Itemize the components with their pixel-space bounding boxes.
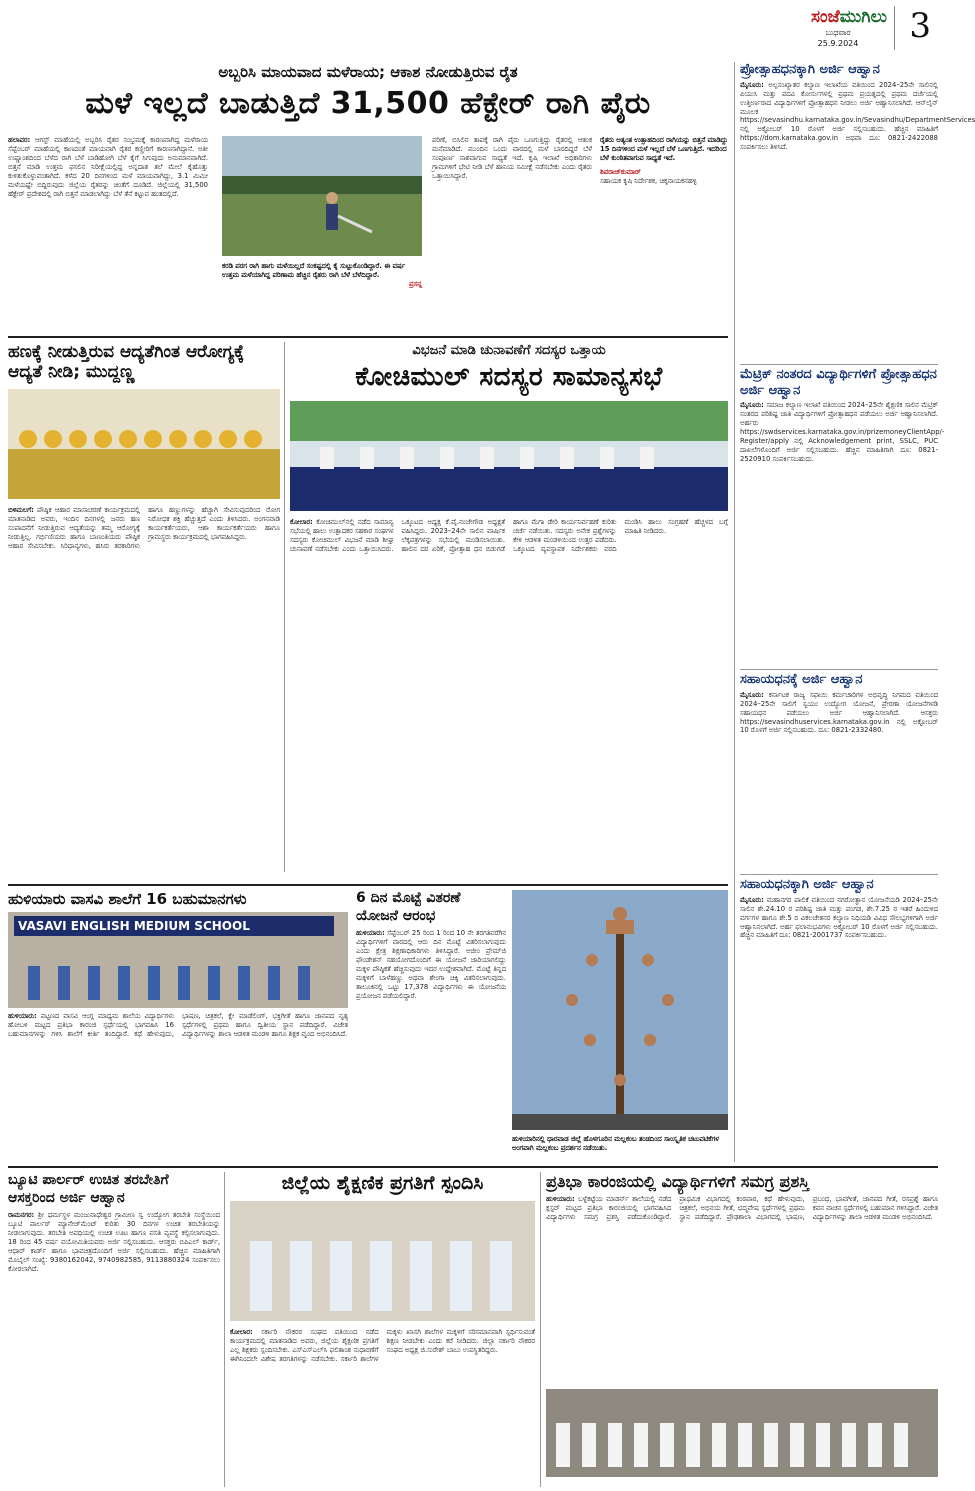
sidebar-item-2 (740, 367, 945, 667)
lead-photo-block (222, 136, 422, 326)
sidebar-item-1-dateline: ಮೈಸೂರು: (740, 80, 764, 89)
col-divider-1 (284, 342, 285, 872)
education-dateline: ಕೋಲಾರ: (230, 1328, 253, 1337)
sidebar-item-1-body (740, 80, 975, 153)
lead-headline: ಮಳೆ ಇಲ್ಲದೆ ಬಾಡುತ್ತಿದೆ 31,500 ಹೆಕ್ಟೇರ್ ರಾಗಿ ಪೈರು (85, 86, 651, 122)
farmer-field-photo (222, 136, 422, 256)
education-body-text: ಸರ್ಕಾರಿ ನೌಕರರ ಸಂಘದ ವತಿಯಿಂದ ನಡೆದ ಕಾರ್ಯಕ್ರಮದಲ್ಲಿ ಮಾತನಾಡಿದ ಅವರು, ಜಿಲ್ಲೆಯ ಶೈಕ್ಷಣಿಕ ಪ್ರಗತಿಗೆ ಎಲ್ಲ ಶಿಕ್ಷಕರು ಸ್ಪಂದಿಸಬೇಕು. ಎಸ್‌ಎಸ್‌ಎಲ್‌ಸಿ ಫಲಿತಾಂಶ ಸುಧಾರಣೆಗೆ ಈಗಿನಿಂದಲೇ ವಿಶೇಷ ತರಗತಿಗಳನ್ನು ನಡೆಸಬೇಕು. ಸರ್ಕಾರಿ ಶಾಲೆಗಳ ಮಕ್ಕಳು ಖಾಸಗಿ ಶಾಲೆಗಳ ಮಕ್ಕಳಿಗೆ ಸರಿಸಮಾನವಾಗಿ ಸ್ಪರ್ಧಿಸುವಂತೆ ಶಿಕ್ಷಣ ನೀಡಬೇಕು ಎಂದು ಕರೆ ನೀಡಿದರು. ಜಿಲ್ಲಾ ಸರ್ಕಾರಿ ನೌಕರರ ಸಂಘದ ಅಧ್ಯಕ್ಷ ಜಿ.ಸುರೇಶ್ ಬಾಬು ಉಪಸ್ಥಿತರಿದ್ದರು. (230, 1328, 535, 1364)
col-divider-2 (224, 1172, 225, 1487)
health-headline: ಹಣಕ್ಕೆ ನೀಡುತ್ತಿರುವ ಆದ್ಯತೆಗಿಂತ ಆರೋಗ್ಯಕ್ಕೆ ಆದ್ಯತೆ ನೀಡಿ; ಮುದ್ದಣ್ಣ (8, 342, 245, 383)
kochimul-meeting-photo (290, 401, 728, 511)
pratibha-body-text: ಬಳ್ಳೆಕಟ್ಟೆಯ ಮಾಡರ್ನ್ ಶಾಲೆಯಲ್ಲಿ ನಡೆದ ಕ್ಲಸ್ಟರ್ ಮಟ್ಟದ ಪ್ರತಿಭಾ ಕಾರಂಜಿಯಲ್ಲಿ ಭಾಗವಹಿಸಿದ ವಿದ್ಯಾರ್ಥಿಗಳು ಸಮಗ್ರ ಪ್ರಶಸ್ತಿ ಪಡೆದುಕೊಂಡಿದ್ದಾರೆ. ಪ್ರಾಥಮಿಕ ವಿಭಾಗದಲ್ಲಿ ಕಂಠಪಾಠ, ಕಥೆ ಹೇಳುವುದು, ಚಿತ್ರಕಲೆ, ಅಭಿನಯ ಗೀತೆ, ಛದ್ಮವೇಷ ಸ್ಪರ್ಧೆಗಳಲ್ಲಿ ಪ್ರಥಮ ಸ್ಥಾನ ಪಡೆದಿದ್ದಾರೆ. ಪ್ರೌಢಶಾಲಾ ವಿಭಾಗದಲ್ಲಿ ಭಾಷಣ, ಪ್ರಬಂಧ, ಭಾವಗೀತೆ, ಜಾನಪದ ಗೀತೆ, ರಸಪ್ರಶ್ನೆ ಹಾಗೂ ಕವನ ವಾಚನ ಸ್ಪರ್ಧೆಗಳಲ್ಲಿ ಬಹುಮಾನ ಗಳಿಸಿದ್ದಾರೆ. ವಿಜೇತ ವಿದ್ಯಾರ್ಥಿಗಳನ್ನು ಶಾಲಾ ಆಡಳಿತ ಮಂಡಳಿ ಅಭಿನಂದಿಸಿದೆ. (546, 1195, 938, 1222)
newspaper-logo (811, 6, 887, 29)
health-story (8, 342, 280, 872)
sidebar-item-3 (740, 672, 938, 872)
health-body-text: ಪೌಷ್ಠಿಕ ಆಹಾರ ಮಾಸಾಚರಣೆ ಕಾರ್ಯಕ್ರಮದಲ್ಲಿ ಮಾತನಾಡಿದ ಅವರು, ಇಂದಿನ ದಿನಗಳಲ್ಲಿ ಜನರು ಹಣ ಸಂಪಾದನೆಗೆ ನೀಡುತ್ತಿರುವ ಆದ್ಯತೆಯನ್ನು ತಮ್ಮ ಆರೋಗ್ಯಕ್ಕೆ ನೀಡುತ್ತಿಲ್ಲ. ಗರ್ಭಿಣಿಯರು ಹಾಗೂ ಬಾಣಂತಿಯರು ಪೌಷ್ಠಿಕ ಆಹಾರ ಸೇವಿಸಬೇಕು. ಸಿರಿಧಾನ್ಯಗಳು, ಹಸಿರು ತರಕಾರಿಗಳು ಹಾಗೂ ಹಣ್ಣುಗಳನ್ನು ಹೆಚ್ಚಾಗಿ ಸೇವಿಸುವುದರಿಂದ ರೋಗ ನಿರೋಧಕ ಶಕ್ತಿ ಹೆಚ್ಚುತ್ತದೆ ಎಂದು ತಿಳಿಸಿದರು. ಅಂಗನವಾಡಿ ಕಾರ್ಯಕರ್ತೆಯರು, ಆಶಾ ಕಾರ್ಯಕರ್ತೆಯರು ಹಾಗೂ ಗ್ರಾಮಸ್ಥರು ಕಾರ್ಯಕ್ರಮದಲ್ಲಿ ಭಾಗವಹಿಸಿದ್ದರು. (8, 506, 280, 551)
col-divider-3 (540, 1172, 541, 1487)
sidebar-item-1-text: ಅಲ್ಪಸಂಖ್ಯಾತರ ಕಲ್ಯಾಣ ಇಲಾಖೆಯ ವತಿಯಿಂದ 2024–25ನೇ ಸಾಲಿನಲ್ಲಿ ಪಿಯುಸಿ ಮತ್ತು ಪದವಿ ಕೋರ್ಸುಗಳಲ್ಲಿ ಪ್ರಥಮ ಪ್ರಯತ್ನದಲ್ಲಿ ಪ್ರಥಮ ದರ್ಜೆಯಲ್ಲಿ ಉತ್ತೀರ್ಣರಾದ ವಿದ್ಯಾರ್ಥಿಗಳಿಗೆ ಪ್ರೋತ್ಸಾಹಧನ ನೀಡಲು ಅರ್ಜಿ ಆಹ್ವಾನಿಸಲಾಗಿದೆ. ಆನ್‌ಲೈನ್ ಮೂಲಕ https://sevasindhu.karnataka.gov.in/Sevasindhu/DepartmentServices ನಲ್ಲಿ ಅಕ್ಟೋಬರ್ 10 ರೊಳಗೆ ಅರ್ಜಿ ಸಲ್ಲಿಸಬಹುದು. ಹೆಚ್ಚಿನ ಮಾಹಿತಿಗೆ https://dom.karnataka.gov.in ಅಥವಾ ದೂ: 0821-2422088 ಸಂಪರ್ಕಿಸಲು ತಿಳಿಸಿದೆ. (740, 80, 975, 152)
sidebar-item-3-title: ಸಹಾಯಧನಕ್ಕೆ ಅರ್ಜಿ ಆಹ್ವಾನ (740, 672, 863, 687)
egg-story (356, 890, 506, 1160)
pratibha-group-photo (546, 1389, 938, 1477)
pratibha-dateline: ಹುಳಿಯಾರು: (546, 1195, 575, 1204)
lead-quote-text: ರೈತರು ಅತ್ಯಂತ ಉತ್ಸಾಹದಿಂದ ರಾಗಿಯನ್ನು ಬಿತ್ತನೆ ಮಾಡಿದ್ದು 15 ದಿನಗಳಿಂದ ಮಳೆ ಇಲ್ಲದೆ ಬೆಳೆ ಒಣಗುತ್ತಿದೆ. ಇದರಿಂದ ಬೆಳೆ ಕುಂಠಿತವಾಗುವ ಸಾಧ್ಯತೆ ಇದೆ. (600, 136, 728, 162)
mallakhamb-photo (512, 890, 728, 1130)
sidebar-item-4-text: ಮಹಾನಗರ ಪಾಲಿಕೆ ವತಿಯಿಂದ ನಗರೋತ್ಥಾನ ಯೋಜನೆಯಡಿ 2024–25ನೇ ಸಾಲಿನ ಶೇ.24.10 ರ ಪರಿಶಿಷ್ಟ ಜಾತಿ ಮತ್ತು ಪಂಗಡ, ಶೇ.7.25 ರ ಇತರೆ ಹಿಂದುಳಿದ ವರ್ಗಗಳ ಹಾಗೂ ಶೇ.5 ರ ವಿಕಲಚೇತನರ ಕಲ್ಯಾಣ ನಿಧಿಯಡಿ ವಿವಿಧ ಸೌಲಭ್ಯಗಳಿಗಾಗಿ ಅರ್ಜಿ ಆಹ್ವಾನಿಸಲಾಗಿದೆ. ಅರ್ಹ ಫಲಾನುಭವಿಗಳು ಅಕ್ಟೋಬರ್ 10 ರೊಳಗೆ ಅರ್ಜಿ ಸಲ್ಲಿಸಬಹುದು. ಹೆಚ್ಚಿನ ಮಾಹಿತಿಗೆ ದೂ: 0821-2001737 ಸಂಪರ್ಕಿಸಬಹುದು. (740, 895, 938, 940)
sidebar-item-4-body (740, 896, 938, 941)
lead-photo-credit: ಪ್ರಸನ್ನ (409, 280, 422, 289)
sidebar-rule-2 (740, 669, 938, 670)
beauty-story (8, 1172, 220, 1487)
divider-3 (8, 1166, 938, 1168)
students-group (8, 912, 348, 1008)
education-story (230, 1172, 535, 1487)
kochimul-body (290, 518, 728, 868)
lead-body-left (8, 136, 208, 326)
egg-body-text: ಸೆಪ್ಟೆಂಬರ್ 25 ರಿಂದ 1 ರಿಂದ 10 ನೇ ತರಗತಿವರೆಗಿನ ವಿದ್ಯಾರ್ಥಿಗಳಿಗೆ ವಾರದಲ್ಲಿ ಆರು ದಿನ ಮೊಟ್ಟೆ ವಿತರಿಸಲಾಗುವುದು ಎಂದು ಕ್ಷೇತ್ರ ಶಿಕ್ಷಣಾಧಿಕಾರಿಗಳು ತಿಳಿಸಿದ್ದಾರೆ. ಅಜೀಂ ಪ್ರೇಮ್‌ಜಿ ಫೌಂಡೇಶನ್ ಸಹಯೋಗದೊಂದಿಗೆ ಈ ಯೋಜನೆ ಜಾರಿಯಾಗಲಿದ್ದು ಮಕ್ಕಳ ಪೌಷ್ಠಿಕತೆ ಹೆಚ್ಚಿಸುವುದು ಇದರ ಉದ್ದೇಶವಾಗಿದೆ. ಮೊಟ್ಟೆ ತಿನ್ನದ ಮಕ್ಕಳಿಗೆ ಬಾಳೆಹಣ್ಣು ಅಥವಾ ಶೇಂಗಾ ಚಿಕ್ಕಿ ವಿತರಿಸಲಾಗುವುದು. ತಾಲೂಕಿನಲ್ಲಿ ಒಟ್ಟು 17,378 ವಿದ್ಯಾರ್ಥಿಗಳು ಈ ಯೋಜನೆಯ ಪ್ರಯೋಜನ ಪಡೆಯಲಿದ್ದಾರೆ. (356, 929, 506, 1000)
beauty-body (8, 1211, 220, 1274)
lead-quote-author: ಶಿವರಾಜ್‌ಕುಮಾರ್ (600, 168, 641, 177)
sidebar-divider (734, 62, 735, 1162)
sidebar-item-2-text: ಸಮಾಜ ಕಲ್ಯಾಣ ಇಲಾಖೆ ವತಿಯಿಂದ 2024–25ನೇ ಶೈಕ್ಷಣಿಕ ಸಾಲಿನ ಮೆಟ್ರಿಕ್ ನಂತರದ ಪರಿಶಿಷ್ಟ ಜಾತಿ ವಿದ್ಯಾರ್ಥಿಗಳಿಗೆ ಪ್ರೋತ್ಸಾಹಧನ ಪಡೆಯಲು ಅರ್ಜಿ ಆಹ್ವಾನಿಸಲಾಗಿದೆ. ಅರ್ಹರು https://swdservices.karnataka.gov.in/prizemoneyClientApp/-Register/apply ನಲ್ಲಿ Acknowledgement print, SSLC, PUC ದಾಖಲೆಗಳೊಂದಿಗೆ ಅರ್ಜಿ ಸಲ್ಲಿಸಬಹುದು. ಹೆಚ್ಚಿನ ಮಾಹಿತಿಗಾಗಿ ದೂ: 0821-2520910 ಸಂಪರ್ಕಿಸಬಹುದು. (740, 401, 945, 463)
sidebar-item-2-body (740, 401, 945, 464)
lead-dateline: ಹಲಾವರ: (8, 136, 31, 144)
divider-1 (8, 336, 728, 338)
health-dateline: ಬಿಳಿಮಲಗೆ: (8, 506, 34, 515)
divider-2 (8, 884, 728, 886)
logo-part-1: ಸಂಜೆ (811, 7, 840, 27)
masthead (0, 0, 945, 58)
sidebar-item-2-dateline: ಮೈಸೂರು: (740, 401, 764, 410)
pratibha-headline: ಪ್ರತಿಭಾ ಕಾರಂಜಿಯಲ್ಲಿ ವಿದ್ಯಾರ್ಥಿಗಳಿಗೆ ಸಮಗ್ರ ಪ್ರಶಸ್ತಿ (546, 1172, 810, 1191)
education-event-photo (230, 1201, 535, 1321)
beauty-body-text: ಶ್ರೀ ಧರ್ಮಸ್ಥಳ ಮಂಜುನಾಥೇಶ್ವರ ಗ್ರಾಮೀಣ ಸ್ವ ಉದ್ಯೋಗ ತರಬೇತಿ ಸಂಸ್ಥೆಯಿಂದ ಬ್ಯೂಟಿ ಪಾರ್ಲರ್ ಮ್ಯಾನೇಜ್‌ಮೆಂಟ್ ಕುರಿತು 30 ದಿನಗಳ ಉಚಿತ ತರಬೇತಿಯನ್ನು ನೀಡಲಾಗುವುದು. ತರಬೇತಿ ಅವಧಿಯಲ್ಲಿ ಉಚಿತ ಊಟ ಹಾಗೂ ವಸತಿ ವ್ಯವಸ್ಥೆ ಕಲ್ಪಿಸಲಾಗುವುದು. 18 ರಿಂದ 45 ವರ್ಷ ವಯೋಮಿತಿಯವರು ಅರ್ಜಿ ಸಲ್ಲಿಸಬಹುದು. ಆಸಕ್ತರು ಬಿಪಿಎಲ್ ಕಾರ್ಡ್, ಆಧಾರ್ ಕಾರ್ಡ್ ಹಾಗೂ ಭಾವಚಿತ್ರದೊಂದಿಗೆ ಅರ್ಜಿ ಸಲ್ಲಿಸಬಹುದು. ಹೆಚ್ಚಿನ ಮಾಹಿತಿಗಾಗಿ ಮೊಬೈಲ್ ಸಂಖ್ಯೆ: 9380162042, 9740982585, 9113880324 ಸಂಪರ್ಕಿಸಲು ಕೋರಲಾಗಿದೆ. (8, 1211, 220, 1273)
date: 25.9.2024 (817, 38, 859, 48)
kochimul-dateline: ಕೋಲಾರ: (290, 518, 313, 527)
kochimul-story (290, 342, 728, 872)
beauty-dateline: ರಾಮನಗರ: (8, 1211, 35, 1219)
egg-dateline: ಹುಳಿಯಾರು: (356, 929, 385, 937)
logo-part-2: ಮುಗಿಲು (839, 7, 887, 27)
vasavi-school-photo (8, 912, 348, 1008)
vasavi-body (8, 1012, 348, 1152)
health-body (8, 506, 280, 906)
egg-headline: 6 ದಿನ ಮೊಟ್ಟೆ ವಿತರಣೆ ಯೋಜನೆ ಆರಂಭ (356, 890, 461, 924)
school-sign: VASAVI ENGLISH MEDIUM SCHOOL (14, 916, 334, 936)
education-headline: ಜಿಲ್ಲೆಯ ಶೈಕ್ಷಣಿಕ ಪ್ರಗತಿಗೆ ಸ್ಪಂದಿಸಿ (281, 1172, 484, 1194)
sidebar-item-4-title: ಸಹಾಯಧನಕ್ಕಾಗಿ ಅರ್ಜಿ ಆಹ್ವಾನ (740, 877, 874, 892)
day: ಬುಧವಾರ (825, 28, 851, 37)
vasavi-dateline: ಹುಳಿಯಾರು: (8, 1012, 37, 1020)
pratibha-body (546, 1195, 938, 1385)
lead-quote-role: ಸಹಾಯಕ ಕೃಷಿ ನಿರ್ದೇಶಕ, ಚಿಕ್ಕನಾಯಕನಹಳ್ಳಿ (600, 177, 697, 186)
kochimul-kicker: ವಿಭಜನೆ ಮಾಡಿ ಚುನಾವಣೆಗೆ ಸದಸ್ಯರ ಒತ್ತಾಯ (412, 343, 606, 358)
sidebar-item-2-title: ಮೆಟ್ರಿಕ್ ನಂತರದ ವಿದ್ಯಾರ್ಥಿಗಳಿಗೆ ಪ್ರೋತ್ಸಾಹಧನ ಅರ್ಜಿ ಆಹ್ವಾನ (740, 367, 937, 398)
education-body (230, 1328, 535, 1468)
right-sidebar (740, 62, 975, 1162)
lead-quote-box (600, 136, 728, 326)
lead-photo-caption: ಕರಡಿ ಪರಗ ರಾಗಿ ಹಾಗು ಮಳೆಯಿಲ್ಲದೆ ಸಂಕಷ್ಟದಲ್ಲಿ ಕೈ ಸುಟ್ಟುಕೊಂಡಿದ್ದಾರೆ. ಈ ವರ್ಷ ಉತ್ತಮ ಮಳೆಯಾಗಿದ್ದ ಪರಿಣಾಮ ಹೆಚ್ಚಿನ ರೈತರು ರಾಗಿ ಬೆಳೆ ಬೆಳೆದಿದ್ದಾರೆ. (222, 262, 405, 280)
mallakhamb-story (512, 890, 728, 1160)
masthead-divider (894, 6, 895, 50)
vasavi-story (8, 890, 348, 1160)
sidebar-item-3-text: ಕರ್ನಾಟಕ ರಾಜ್ಯ ಸಫಾಯಿ ಕರ್ಮಚಾರಿಗಳ ಅಭಿವೃದ್ಧಿ ನಿಗಮದ ವತಿಯಿಂದ 2024–25ನೇ ಸಾಲಿಗೆ ಸ್ವಯಂ ಉದ್ಯೋಗ ಯೋಜನೆ, ಪ್ರೇರಣಾ ಯೋಜನೆಗಳಡಿ ಸಹಾಯಧನ ಪಡೆಯಲು ಅರ್ಜಿ ಆಹ್ವಾನಿಸಲಾಗಿದೆ. ಆಸಕ್ತರು https://sevasindhuservices.karnataka.gov.in ನಲ್ಲಿ ಅಕ್ಟೋಬರ್ 10 ರೊಳಗೆ ಅರ್ಜಿ ಸಲ್ಲಿಸಬಹುದು. ದೂ: 0821-2332480. (740, 690, 938, 735)
mallakhamb-caption: ಹುಳಿಯಾರಿನಲ್ಲಿ ಧಾರವಾಡ ಜಿಲ್ಲೆ ಹೊಳಗೂರಿನ ಮಲ್ಲಕಂಬ ತಂಡದಿಂದ ಸಾಂಸ್ಕೃತಿಕ ಚಟುವಟಿಕೆಗಳ ಅಂಗವಾಗಿ ಮಲ್ಲಕಂಬ ಪ್ರದರ್ಶನ ನಡೆಯಿತು. (512, 1135, 719, 1153)
sidebar-rule-1 (740, 364, 938, 365)
sidebar-item-1 (740, 62, 975, 362)
kochimul-headline: ಕೋಚಿಮುಲ್ ಸದಸ್ಯರ ಸಾಮಾನ್ಯಸಭೆ (355, 361, 663, 392)
health-event-photo (8, 389, 280, 499)
lead-body-left-text: ಆಗಸ್ಟ್ ಮಾಹೆಯಲ್ಲಿ ಅಬ್ಬರಿಸಿ ರೈತರ ಸಂಭ್ರಮಕ್ಕೆ ಕಾರಣವಾಗಿದ್ದ ಮಳೆರಾಯ ಸೆಪ್ಟೆಂಬರ್ ಮಾಹೆಯಲ್ಲಿ ಕಾಣದಂತೆ ಮಾಯವಾಗಿ ರೈತರ ಕಣ್ಣೀರಿಗೆ ಕಾರಣನಾಗಿದ್ದಾನೆ. ಅತೀ ಉಷ್ಣಾಂಶದಿಂದ ಬೆಳೆದ ರಾಗಿ ಬೆಳೆ ಬಾಡಿಹೋಗಿ ಬೆಳೆ ಕೈಗೆ ಸಿಗುವುದು ಅನುಮಾನವಾಗಿದೆ. ಬಿತ್ತನೆ ಮಾಡಿ ಉತ್ತಮ ಫಸಲಿನ ನಿರೀಕ್ಷೆಯಲ್ಲಿದ್ದ ಅನ್ನದಾತ ತಲೆ ಮೇಲೆ ಕೈಹೊತ್ತು ಕುಳಿತುಕೊಳ್ಳುವಂತಾಗಿದೆ. ಕಳೆದ 20 ದಿನಗಳಿಂದ ಮಳೆ ಮಾಯವಾಗಿದ್ದು, 3.1 ಮಿಮೀ ಮಳೆಯಷ್ಟೇ ಬಿದ್ದಿರುವುದು ಜಿಲ್ಲೆಯ ರೈತರನ್ನು ಚಿಂತೆಗೆ ದೂಡಿದೆ. ಜಿಲ್ಲೆಯಲ್ಲಿ 31,500 ಹೆಕ್ಟೇರ್ ಪ್ರದೇಶದಲ್ಲಿ ರಾಗಿ ಬಿತ್ತನೆ ಮಾಡಲಾಗಿದ್ದು ಬೆಳೆ ತೆನೆ ಕಟ್ಟುವ ಹಂತದಲ್ಲಿದೆ. (8, 136, 208, 198)
sidebar-item-3-dateline: ಮೈಸೂರು: (740, 690, 764, 699)
egg-body (356, 929, 506, 1001)
lead-story (8, 62, 728, 332)
pratibha-story (546, 1172, 938, 1487)
vasavi-headline: ಹುಳಿಯಾರು ವಾಸವಿ ಶಾಲೆಗೆ 16 ಬಹುಮಾನಗಳು (8, 890, 247, 908)
kochimul-body-text: ಕೋಚಿಮುಲ್‌ನಲ್ಲಿ ನಡೆದ ಸಾಮಾನ್ಯ ಸಭೆಯಲ್ಲಿ ಹಾಲು ಉತ್ಪಾದಕರ ಸಹಕಾರ ಸಂಘಗಳ ಸದಸ್ಯರು ಕೋಚಿಮುಲ್ ವಿಭಜನೆ ಮಾಡಿ ಶೀಘ್ರ ಚುನಾವಣೆ ನಡೆಸಬೇಕು ಎಂದು ಒತ್ತಾಯಿಸಿದರು. ಒಕ್ಕೂಟದ ಅಧ್ಯಕ್ಷ ಕೆ.ವೈ.ನಂಜೇಗೌಡ ಅಧ್ಯಕ್ಷತೆ ವಹಿಸಿದ್ದರು. 2023–24ನೇ ಸಾಲಿನ ವಾರ್ಷಿಕ ಲೆಕ್ಕಪತ್ರಗಳನ್ನು ಸಭೆಯಲ್ಲಿ ಮಂಡಿಸಲಾಯಿತು. ಹಾಲಿನ ದರ ಏರಿಕೆ, ಪ್ರೋತ್ಸಾಹ ಧನ ಬಿಡುಗಡೆ ಹಾಗೂ ಮೆಗಾ ಡೇರಿ ಕಾರ್ಯನಿರ್ವಹಣೆ ಕುರಿತು ಚರ್ಚೆ ನಡೆಯಿತು. ಸದಸ್ಯರು ಅನೇಕ ಪ್ರಶ್ನೆಗಳನ್ನು ಕೇಳಿ ಆಡಳಿತ ಮಂಡಳಿಯಿಂದ ಉತ್ತರ ಪಡೆದರು. ಒಕ್ಕೂಟದ ವ್ಯವಸ್ಥಾಪಕ ನಿರ್ದೇಶಕರು ವರದಿ ಮಂಡಿಸಿ ಹಾಲು ಸಂಗ್ರಹಣೆ ಹೆಚ್ಚಳದ ಬಗ್ಗೆ ಮಾಹಿತಿ ನೀಡಿದರು. (290, 518, 728, 553)
sidebar-rule-3 (740, 874, 938, 875)
vasavi-body-text: ಪಟ್ಟಣದ ವಾಸವಿ ಆಂಗ್ಲ ಮಾಧ್ಯಮ ಶಾಲೆಯ ವಿದ್ಯಾರ್ಥಿಗಳು ಹೋಬಳಿ ಮಟ್ಟದ ಪ್ರತಿಭಾ ಕಾರಂಜಿ ಸ್ಪರ್ಧೆಯಲ್ಲಿ ಭಾಗವಹಿಸಿ 16 ಬಹುಮಾನಗಳನ್ನು ಗಳಿಸಿ ಶಾಲೆಗೆ ಕೀರ್ತಿ ತಂದಿದ್ದಾರೆ. ಕಥೆ ಹೇಳುವುದು, ಭಾಷಣ, ಚಿತ್ರಕಲೆ, ಕ್ಲೇ ಮಾಡೆಲಿಂಗ್, ಭಕ್ತಿಗೀತೆ ಹಾಗೂ ಜಾನಪದ ನೃತ್ಯ ಸ್ಪರ್ಧೆಗಳಲ್ಲಿ ಪ್ರಥಮ ಹಾಗೂ ದ್ವಿತೀಯ ಸ್ಥಾನ ಪಡೆದಿದ್ದಾರೆ. ವಿಜೇತ ವಿದ್ಯಾರ್ಥಿಗಳನ್ನು ಶಾಲಾ ಆಡಳಿತ ಮಂಡಳಿ ಹಾಗೂ ಶಿಕ್ಷಕ ವೃಂದ ಅಭಿನಂದಿಸಿದೆ. (8, 1012, 348, 1038)
masthead-date (793, 28, 883, 50)
lead-kicker: ಅಬ್ಬರಿಸಿ ಮಾಯವಾದ ಮಳೆರಾಯ; ಆಕಾಶ ನೋಡುತ್ತಿರುವ ರೈತ (218, 63, 518, 81)
sidebar-item-3-body (740, 691, 938, 736)
sidebar-item-1-title: ಪ್ರೋತ್ಸಾಹಧನಕ್ಕಾಗಿ ಅರ್ಜಿ ಆಹ್ವಾನ (740, 62, 880, 77)
sidebar-item-4-dateline: ಮೈಸೂರು: (740, 895, 764, 904)
sidebar-item-4 (740, 877, 938, 1157)
lead-body-mid: ಪರಿಣೆ, ಬಿಸಿಲಿನ ತಾಪಕ್ಕೆ ರಾಗಿ ಪೈರು ಒಣಗುತ್ತಿದ್ದು ರೈತರಲ್ಲಿ ಆತಂಕ ಮನೆಮಾಡಿದೆ. ಮುಂದಿನ ಒಂದು ವಾರದಲ್ಲಿ ಮಳೆ ಬಾರದಿದ್ದರೆ ಬೆಳೆ ಸಂಪೂರ್ಣ ನಾಶವಾಗುವ ಸಾಧ್ಯತೆ ಇದೆ. ಕೃಷಿ ಇಲಾಖೆ ಅಧಿಕಾರಿಗಳು ಗ್ರಾಮಗಳಿಗೆ ಭೇಟಿ ನೀಡಿ ಬೆಳೆ ಹಾನಿಯ ಸಮೀಕ್ಷೆ ನಡೆಸಬೇಕು ಎಂದು ರೈತರು ಒತ್ತಾಯಿಸಿದ್ದಾರೆ. (432, 136, 592, 180)
beauty-headline: ಬ್ಯೂಟಿ ಪಾರ್ಲರ್ ಉಚಿತ ತರಬೇತಿಗೆ ಆಸಕ್ತರಿಂದ ಅರ್ಜಿ ಆಹ್ವಾನ (8, 1172, 169, 1206)
page-number: 3 (909, 6, 931, 46)
